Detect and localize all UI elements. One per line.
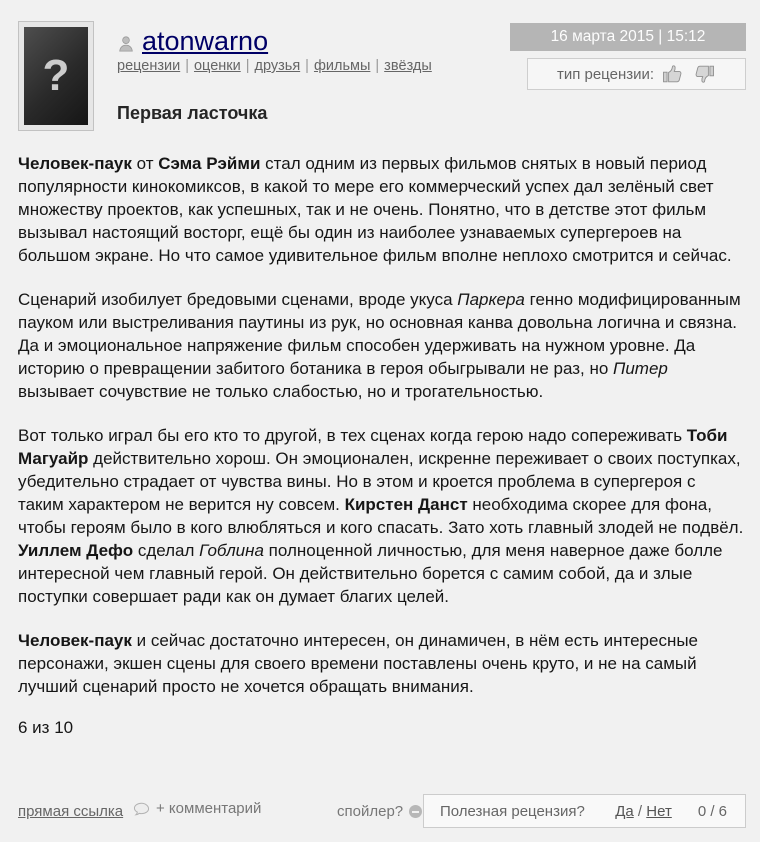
review-paragraph: Человек-паук и сейчас достаточно интересен, он динамичен, в нём есть интересные персонажи, экшен сцены для своего времени поставлены очень круто, и не на самый лучший сценарий просто не хочется обращать внимания.: [18, 631, 699, 696]
spoiler-group: [337, 803, 422, 820]
nav-separator: |: [375, 58, 380, 74]
add-comment-label: + комментарий: [156, 800, 262, 817]
vote-links: [615, 803, 672, 820]
vote-no-link[interactable]: Нет: [646, 802, 672, 820]
nav-link-friends[interactable]: друзья: [254, 58, 301, 74]
thumbs-down-icon[interactable]: [692, 62, 716, 86]
helpful-review-box: [423, 794, 746, 828]
direct-link[interactable]: прямая ссылка: [18, 803, 124, 820]
review-paragraph: Сценарий изобилует бредовыми сценами, вроде укуса Паркера генно модифицированным пауком или выстреливания паутины из рук, но основная канва довольна логична и связна. Да и эмоциональное напряжение фильм способен удерживать на нужном уровне. Да историю о превращении забитого ботаника в героя обыгрывали не раз, но Питер вызывает сочувствие не только слабостью, но и трогательностью.: [18, 290, 741, 401]
review-score: 6 из 10: [18, 718, 74, 737]
vote-count: 0 / 6: [697, 802, 727, 820]
review-type-label: тип рецензии:: [556, 65, 655, 83]
nav-link-films[interactable]: фильмы: [313, 58, 371, 74]
vote-yes-link[interactable]: Да: [615, 802, 634, 820]
helpful-question: Полезная рецензия?: [440, 802, 585, 820]
add-comment-link[interactable]: [133, 800, 261, 817]
user-icon: [117, 35, 135, 53]
spoiler-label: спойлер?: [337, 803, 404, 820]
vote-separator: /: [637, 802, 643, 820]
user-avatar[interactable]: [18, 21, 94, 131]
review-title: Первая ласточка: [117, 103, 268, 123]
avatar-placeholder: ?: [24, 27, 88, 125]
review-footer: [0, 794, 760, 830]
review-body: [18, 152, 744, 738]
thumbs-up-icon[interactable]: [661, 62, 685, 86]
username-link[interactable]: atonwarno: [142, 26, 269, 56]
user-header: [117, 26, 268, 57]
review-paragraph: Человек-паук от Сэма Рэйми стал одним из первых фильмов снятых в новый период популярности кинокомиксов, в какой то мере его коммерческий успех дал зелёный свет множеству проектов, как успешных, так и не очень. Понятно, что в детстве этот фильм вызывал настоящий восторг, ещё бы один из наиболее узнаваемых супергероев на большом экране. Но что самое удивительное фильм вполне неплохо смотрится и сейчас.: [18, 154, 732, 265]
nav-separator: |: [305, 58, 309, 74]
profile-nav: [117, 58, 432, 74]
review-paragraph: Вот только играл бы его кто то другой, в тех сценах когда герою надо сопереживать Тоби Магуайр действительно хорош. Он эмоционален, искренне переживает о своих поступках, убедительно страдает от чувства вины. Но в этом и кроется проблема в супергероя с таким характером не верится ну совсем. Кирстен Данст необходима скорее для фона, чтобы героям было в кого влюбляться и кого спасать. Зато хоть главный злодей не подвёл. Уиллем Дефо сделал Гоблина полноценной личностью, для меня наверное даже болле интересной чем главный герой. Он действительно борется с самим собой, да и злые поступки совершает ради как он думает благих целей.: [18, 426, 744, 606]
date-badge: 16 марта 2015 | 15:12: [510, 23, 746, 51]
spoiler-indicator-icon[interactable]: [409, 805, 422, 818]
nav-separator: |: [245, 58, 250, 74]
nav-link-stars[interactable]: звёзды: [384, 58, 432, 74]
nav-link-reviews[interactable]: рецензии: [117, 58, 181, 74]
nav-separator: |: [185, 58, 189, 74]
review-type-box: [527, 58, 746, 90]
comment-bubble-icon: [133, 802, 150, 817]
nav-link-ratings[interactable]: оценки: [193, 58, 241, 74]
